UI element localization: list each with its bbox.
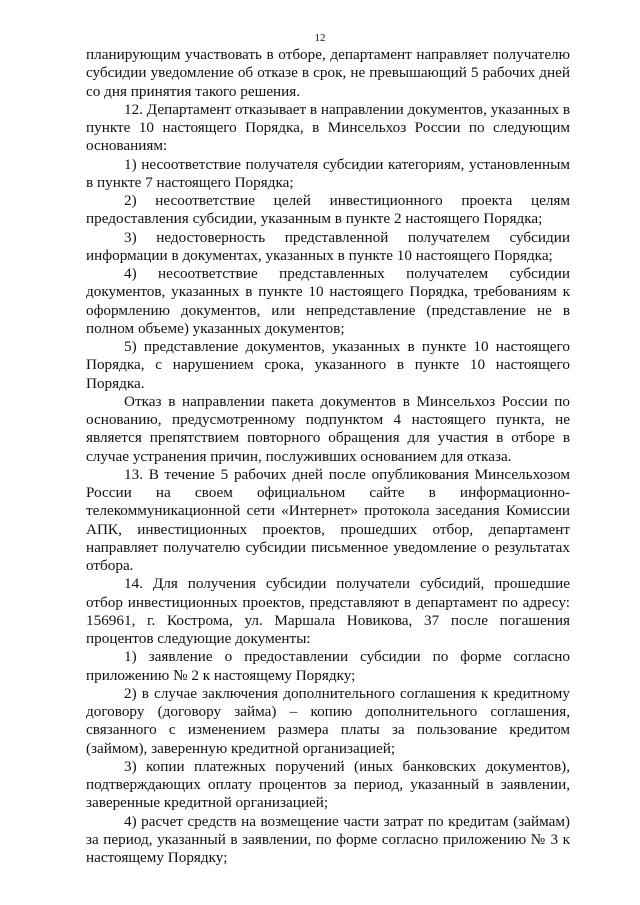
paragraph-item-13: 13. В течение 5 рабочих дней после опубликования Минсельхозом России на своем официальном сайте в информационно-телекоммуникационной сети «Интернет» протокола заседания Комиссии АПК, инвестиционных проектов, прошедших отбор, департамент направляет получателю субсидии письменное уведомление о результатах отбора.: [86, 465, 570, 574]
paragraph-item-14: 14. Для получения субсидии получатели субсидий, прошедшие отбор инвестиционных проектов, представляют в департамент по адресу: 156961, г. Кострома, ул. Маршала Новикова, 37 после погашения процентов следующие документы:: [86, 575, 570, 647]
paragraph-subitem-12-2: 2) несоответствие целей инвестиционного проекта целям предоставления субсидии, указанным в пункте 2 настоящего Порядка;: [86, 192, 570, 228]
document-body: [86, 46, 570, 867]
paragraph-subitem-12-5: 5) представление документов, указанных в пункте 10 настоящего Порядка, с нарушением срока, указанного в пункте 10 настоящего Порядка.: [86, 338, 570, 392]
paragraph-item-12: 12. Департамент отказывает в направлении документов, указанных в пункте 10 настоящего Порядка, в Минсельхоз России по следующим основаниям:: [86, 100, 570, 155]
paragraph-subitem-14-1: 1) заявление о предоставлении субсидии по форме согласно приложению № 2 к настоящему Порядку;: [86, 648, 570, 684]
paragraph-subitem-12-3: 3) недостоверность представленной получателем субсидии информации в документах, указанных в пункте 10 настоящего Порядка;: [86, 228, 570, 264]
page-number: 12: [314, 32, 326, 44]
paragraph-subitem-12-1: 1) несоответствие получателя субсидии категориям, установленным в пункте 7 настоящего Порядка;: [86, 155, 570, 191]
paragraph-subitem-14-4: 4) расчет средств на возмещение части затрат по кредитам (займам) за период, указанный в заявлении, по форме согласно приложению № 3 к настоящему Порядку;: [86, 812, 570, 866]
paragraph-subitem-14-2: 2) в случае заключения дополнительного соглашения к кредитному договору (договору займа) – копию дополнительного соглашения, связанного с изменением размера платы за пользование кредитом (займом), заверенную кредитной организацией;: [86, 684, 570, 757]
paragraph-refusal-note: Отказ в направлении пакета документов в Минсельхоз России по основанию, предусмотренному подпунктом 4 настоящего пункта, не является препятствием повторного обращения для участия в отборе в случае устранения причин, послуживших основанием для отказа.: [86, 392, 570, 465]
paragraph-subitem-14-3: 3) копии платежных поручений (иных банковских документов), подтверждающих оплату процентов за период, указанный в заявлении, заверенные кредитной организацией;: [86, 757, 570, 812]
paragraph-subitem-12-4: 4) несоответствие представленных получателем субсидии документов, указанных в пункте 10 настоящего Порядка, требованиям к оформлению документов, или непредставление (представление не в полном объеме) указанных документов;: [86, 265, 570, 337]
paragraph-continuation: планирующим участвовать в отборе, департамент направляет получателю субсидии уведомление об отказе в срок, не превышающий 5 рабочих дней со дня принятия такого решения.: [86, 46, 570, 100]
